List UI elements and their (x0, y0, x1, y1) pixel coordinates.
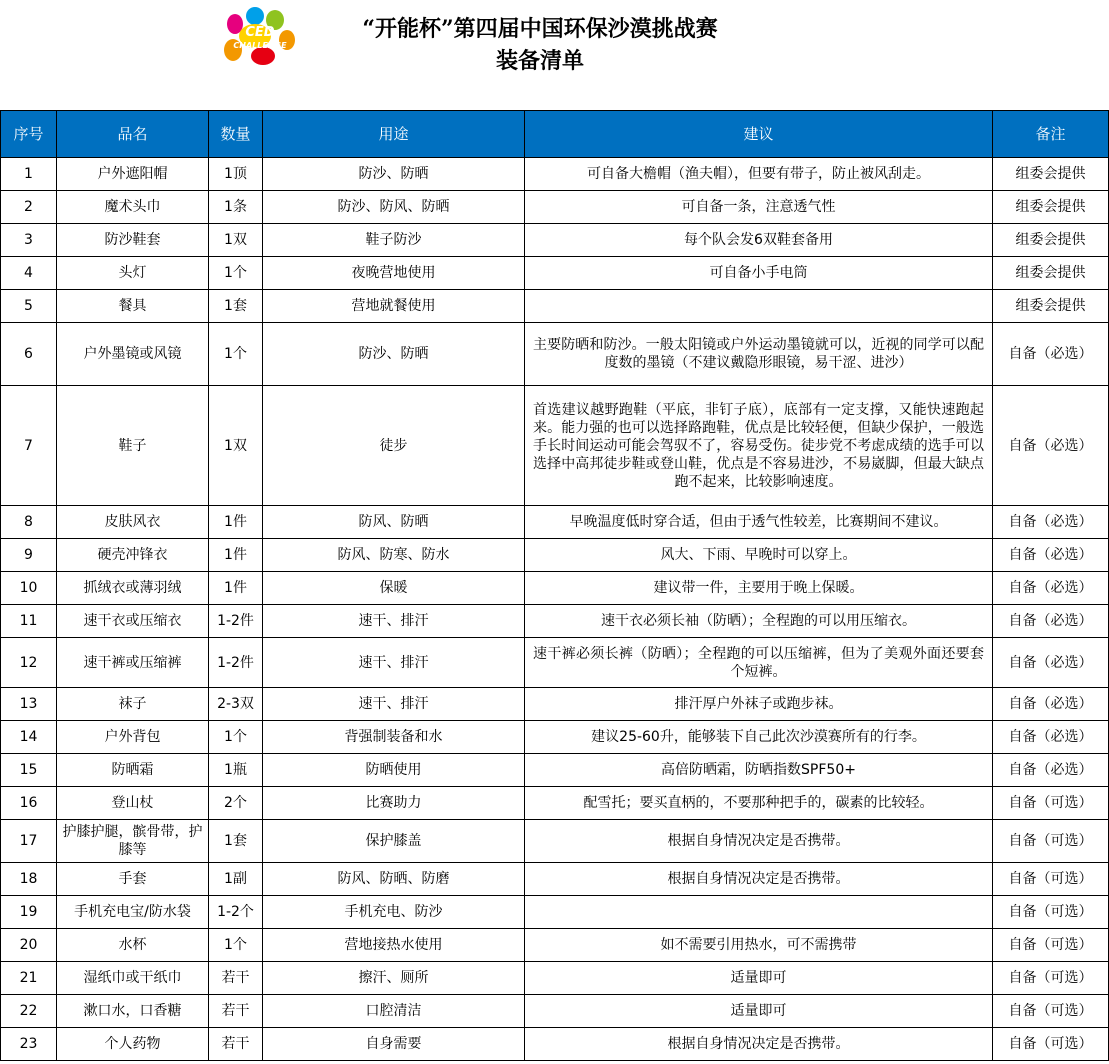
item-use: 口腔清洁 (263, 995, 525, 1028)
table-row (1, 995, 1109, 1028)
table-row (1, 962, 1109, 995)
item-use: 比赛助力 (263, 787, 525, 820)
item-advice (525, 1028, 993, 1061)
item-name: 鞋子 (57, 386, 209, 506)
table-row (1, 386, 1109, 506)
row-number: 21 (1, 962, 57, 995)
table-row (1, 721, 1109, 754)
item-use: 自身需要 (263, 1028, 525, 1061)
table-row (1, 191, 1109, 224)
table-row (1, 506, 1109, 539)
row-number: 11 (1, 605, 57, 638)
item-note: 自备（可选） (993, 995, 1109, 1028)
item-quantity: 1套 (209, 290, 263, 323)
item-note: 自备（必选） (993, 688, 1109, 721)
col-header-advice: 建议 (525, 111, 993, 158)
row-number: 20 (1, 929, 57, 962)
item-advice (525, 605, 993, 638)
item-note: 自备（必选） (993, 539, 1109, 572)
item-quantity: 1件 (209, 506, 263, 539)
item-use: 保护膝盖 (263, 820, 525, 863)
col-header-no: 序号 (1, 111, 57, 158)
item-note: 自备（必选） (993, 721, 1109, 754)
item-note: 自备（必选） (993, 323, 1109, 386)
item-note: 组委会提供 (993, 290, 1109, 323)
item-name: 防沙鞋套 (57, 224, 209, 257)
row-number: 3 (1, 224, 57, 257)
item-use: 速干、排汗 (263, 638, 525, 688)
item-quantity: 1件 (209, 572, 263, 605)
col-header-qty: 数量 (209, 111, 263, 158)
item-use: 夜晚营地使用 (263, 257, 525, 290)
row-number: 10 (1, 572, 57, 605)
item-quantity: 若干 (209, 995, 263, 1028)
row-number: 23 (1, 1028, 57, 1061)
item-use: 防沙、防风、防晒 (263, 191, 525, 224)
svg-text:CHALLENGE: CHALLENGE (233, 41, 287, 50)
item-name: 皮肤风衣 (57, 506, 209, 539)
item-name: 漱口水，口香糖 (57, 995, 209, 1028)
col-header-note: 备注 (993, 111, 1109, 158)
row-number: 14 (1, 721, 57, 754)
row-number: 18 (1, 863, 57, 896)
row-number: 6 (1, 323, 57, 386)
item-advice (525, 688, 993, 721)
row-number: 4 (1, 257, 57, 290)
col-header-use: 用途 (263, 111, 525, 158)
row-number: 1 (1, 158, 57, 191)
item-use: 擦汗、厕所 (263, 962, 525, 995)
item-note: 自备（可选） (993, 929, 1109, 962)
table-row (1, 323, 1109, 386)
advice-text: 速干衣必须长袖（防晒）；全程跑的可以用压缩衣。 (601, 613, 916, 629)
advice-text: 排汗厚户外袜子或跑步袜。 (674, 696, 843, 712)
row-number: 9 (1, 539, 57, 572)
table-row (1, 820, 1109, 863)
item-quantity: 1个 (209, 929, 263, 962)
item-use: 防风、防晒、防磨 (263, 863, 525, 896)
item-note: 自备（必选） (993, 386, 1109, 506)
item-name: 户外遮阳帽 (57, 158, 209, 191)
item-advice (525, 506, 993, 539)
advice-text: 每个队会发6双鞋套备用 (684, 232, 833, 248)
item-advice (525, 638, 993, 688)
table-row (1, 1028, 1109, 1061)
table-row (1, 754, 1109, 787)
item-quantity: 1个 (209, 323, 263, 386)
item-use: 速干、排汗 (263, 688, 525, 721)
item-use: 保暖 (263, 572, 525, 605)
advice-text: 高倍防晒霜，防晒指数SPF50+ (661, 762, 856, 778)
row-number: 19 (1, 896, 57, 929)
item-use: 营地就餐使用 (263, 290, 525, 323)
table-row (1, 605, 1109, 638)
item-name: 魔术头巾 (57, 191, 209, 224)
advice-text: 适量即可 (730, 1003, 787, 1019)
item-advice (525, 929, 993, 962)
advice-text: 建议25-60升，能够装下自己此次沙漠赛所有的行李。 (591, 729, 926, 745)
item-name: 餐具 (57, 290, 209, 323)
item-quantity: 1双 (209, 386, 263, 506)
item-note: 自备（可选） (993, 896, 1109, 929)
table-row (1, 863, 1109, 896)
row-number: 22 (1, 995, 57, 1028)
item-note: 自备（可选） (993, 962, 1109, 995)
item-name: 速干裤或压缩裤 (57, 638, 209, 688)
row-number: 8 (1, 506, 57, 539)
item-use: 徒步 (263, 386, 525, 506)
item-use: 速干、排汗 (263, 605, 525, 638)
table-row (1, 929, 1109, 962)
item-quantity: 1件 (209, 539, 263, 572)
row-number: 16 (1, 787, 57, 820)
advice-text: 根据自身情况决定是否携带。 (667, 833, 850, 849)
advice-text: 风大、下雨、早晚时可以穿上。 (660, 547, 857, 563)
item-quantity: 1-2个 (209, 896, 263, 929)
item-name: 户外墨镜或风镜 (57, 323, 209, 386)
item-note: 组委会提供 (993, 224, 1109, 257)
item-use: 防沙、防晒 (263, 158, 525, 191)
item-name: 户外背包 (57, 721, 209, 754)
item-advice (525, 962, 993, 995)
item-use: 防晒使用 (263, 754, 525, 787)
item-advice (525, 158, 993, 191)
item-advice (525, 257, 993, 290)
table-header-row (1, 111, 1109, 158)
table-row (1, 158, 1109, 191)
item-note: 自备（可选） (993, 820, 1109, 863)
table-row (1, 572, 1109, 605)
item-name: 水杯 (57, 929, 209, 962)
item-name: 头灯 (57, 257, 209, 290)
item-note: 组委会提供 (993, 257, 1109, 290)
advice-text: 可自备小手电筒 (709, 265, 808, 281)
advice-text: 根据自身情况决定是否携带。 (667, 1036, 850, 1052)
item-advice (525, 224, 993, 257)
item-quantity: 1-2件 (209, 638, 263, 688)
item-advice (525, 863, 993, 896)
item-note: 自备（必选） (993, 572, 1109, 605)
item-quantity: 若干 (209, 962, 263, 995)
advice-text: 速干裤必须长裤（防晒）；全程跑的可以压缩裤，但为了美观外面还要套个短裤。 (533, 645, 984, 680)
item-quantity: 1个 (209, 721, 263, 754)
item-advice (525, 721, 993, 754)
item-note: 自备（必选） (993, 605, 1109, 638)
item-note: 自备（可选） (993, 1028, 1109, 1061)
row-number: 13 (1, 688, 57, 721)
advice-text: 适量即可 (730, 970, 787, 986)
row-number: 12 (1, 638, 57, 688)
svg-text:CED: CED (245, 25, 275, 40)
item-use: 防沙、防晒 (263, 323, 525, 386)
item-advice (525, 290, 993, 323)
item-name: 手机充电宝/防水袋 (57, 896, 209, 929)
item-advice (525, 191, 993, 224)
item-use: 手机充电、防沙 (263, 896, 525, 929)
row-number: 2 (1, 191, 57, 224)
row-number: 17 (1, 820, 57, 863)
item-use: 防风、防晒 (263, 506, 525, 539)
item-quantity: 1套 (209, 820, 263, 863)
advice-text: 如不需要引用热水，可不需携带 (660, 937, 857, 953)
table-row (1, 224, 1109, 257)
item-name: 登山杖 (57, 787, 209, 820)
item-note: 自备（可选） (993, 863, 1109, 896)
advice-text: 早晚温度低时穿合适，但由于透气性较差，比赛期间不建议。 (569, 514, 948, 530)
item-quantity: 1顶 (209, 158, 263, 191)
item-name: 抓绒衣或薄羽绒 (57, 572, 209, 605)
item-name: 手套 (57, 863, 209, 896)
item-quantity: 2个 (209, 787, 263, 820)
item-note: 自备（必选） (993, 506, 1109, 539)
item-advice (525, 539, 993, 572)
item-advice (525, 820, 993, 863)
advice-text: 可自备大檐帽（渔夫帽），但要有带子，防止被风刮走。 (587, 166, 930, 182)
page-subtitle: 装备清单 (495, 48, 584, 74)
item-advice (525, 754, 993, 787)
item-use: 背强制装备和水 (263, 721, 525, 754)
item-use: 防风、防寒、防水 (263, 539, 525, 572)
item-name: 硬壳冲锋衣 (57, 539, 209, 572)
item-quantity: 1个 (209, 257, 263, 290)
item-quantity: 1双 (209, 224, 263, 257)
table-row (1, 290, 1109, 323)
item-quantity: 若干 (209, 1028, 263, 1061)
item-name: 护膝护腿，髌骨带，护膝等 (57, 820, 209, 863)
item-note: 组委会提供 (993, 191, 1109, 224)
table-row (1, 688, 1109, 721)
advice-text: 配雪托；要买直柄的，不要那种把手的，碳素的比较轻。 (583, 795, 934, 811)
item-advice (525, 995, 993, 1028)
item-advice (525, 323, 993, 386)
item-quantity: 2-3双 (209, 688, 263, 721)
advice-text: 建议带一件，主要用于晚上保暖。 (653, 580, 864, 596)
item-name: 防晒霜 (57, 754, 209, 787)
item-quantity: 1条 (209, 191, 263, 224)
item-note: 组委会提供 (993, 158, 1109, 191)
item-name: 个人药物 (57, 1028, 209, 1061)
item-quantity: 1副 (209, 863, 263, 896)
item-note: 自备（可选） (993, 787, 1109, 820)
advice-text: 可自备一条，注意透气性 (681, 199, 836, 215)
table-row (1, 539, 1109, 572)
table-row (1, 257, 1109, 290)
item-use: 营地接热水使用 (263, 929, 525, 962)
item-name: 袜子 (57, 688, 209, 721)
row-number: 5 (1, 290, 57, 323)
advice-text: 主要防晒和防沙。一般太阳镜或户外运动墨镜就可以，近视的同学可以配度数的墨镜（不建议戴隐形眼镜，易干涩、进沙） (533, 337, 984, 371)
item-use: 鞋子防沙 (263, 224, 525, 257)
table-row (1, 638, 1109, 688)
row-number: 15 (1, 754, 57, 787)
item-advice (525, 896, 993, 929)
item-advice (525, 787, 993, 820)
row-number: 7 (1, 386, 57, 506)
table-row (1, 787, 1109, 820)
page-title: “开能杯”第四届中国环保沙漠挑战赛 (362, 16, 718, 42)
advice-text: 首选建议越野跑鞋（平底，非钉子底），底部有一定支撑，又能快速跑起来。能力强的也可以选择路跑鞋，优点是比较轻便，但缺少保护，一般选手长时间运动可能会驾驭不了，容易受伤。徒步党不考虑成绩的选手可以选择中高邦徒步鞋或登山鞋，优点是不容易进沙，不易崴脚，但最大缺点跑不起来，比较影响速度。 (533, 401, 984, 490)
equipment-table (0, 110, 1109, 1061)
table-row (1, 896, 1109, 929)
item-advice (525, 572, 993, 605)
item-quantity: 1瓶 (209, 754, 263, 787)
item-name: 湿纸巾或干纸巾 (57, 962, 209, 995)
item-note: 自备（必选） (993, 754, 1109, 787)
item-quantity: 1-2件 (209, 605, 263, 638)
item-name: 速干衣或压缩衣 (57, 605, 209, 638)
advice-text: 根据自身情况决定是否携带。 (667, 871, 850, 887)
col-header-name: 品名 (57, 111, 209, 158)
item-note: 自备（必选） (993, 638, 1109, 688)
item-advice (525, 386, 993, 506)
